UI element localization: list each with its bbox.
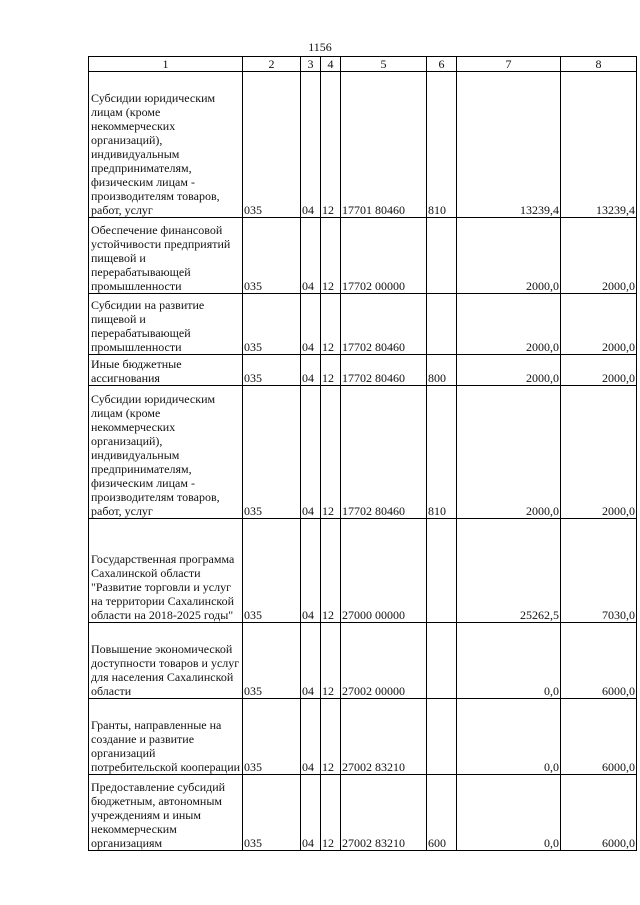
cell-ministry-code: 035 <box>243 699 301 775</box>
cell-expense-type <box>427 294 457 355</box>
table-row <box>89 519 637 623</box>
cell-subsection: 12 <box>321 294 341 355</box>
cell-amount-1: 2000,0 <box>457 294 561 355</box>
cell-subsection: 12 <box>321 775 341 851</box>
table-row <box>89 294 637 355</box>
row-name: Государственная программа Сахалинской области "Развитие торговли и услуг на территории Сахалинской области на 2018-2025 годы" <box>89 519 243 623</box>
cell-amount-2: 2000,0 <box>561 294 637 355</box>
row-name: Гранты, направленные на создание и развитие организаций потребительской кооперации <box>89 699 243 775</box>
column-header: 2 <box>243 57 301 72</box>
cell-target-article: 27002 83210 <box>341 775 427 851</box>
row-name: Обеспечение финансовой устойчивости предприятий пищевой и перерабатывающей промышленности <box>89 218 243 294</box>
column-header: 1 <box>89 57 243 72</box>
cell-amount-1: 0,0 <box>457 699 561 775</box>
cell-ministry-code: 035 <box>243 355 301 386</box>
cell-target-article: 17702 80460 <box>341 294 427 355</box>
cell-subsection: 12 <box>321 386 341 519</box>
cell-expense-type: 600 <box>427 775 457 851</box>
cell-amount-1: 2000,0 <box>457 218 561 294</box>
row-name: Повышение экономической доступности товаров и услуг для населения Сахалинской области <box>89 623 243 699</box>
cell-expense-type: 800 <box>427 355 457 386</box>
cell-subsection: 12 <box>321 519 341 623</box>
page-number: 1156 <box>308 40 332 54</box>
cell-subsection: 12 <box>321 72 341 218</box>
cell-section: 04 <box>301 218 321 294</box>
cell-target-article: 17702 80460 <box>341 355 427 386</box>
cell-section: 04 <box>301 519 321 623</box>
column-header: 4 <box>321 57 341 72</box>
row-name: Субсидии юридическим лицам (кроме некоммерческих организаций), индивидуальным предпринимателям, физическим лицам - производителям товаров, работ, услуг <box>89 72 243 218</box>
cell-section: 04 <box>301 72 321 218</box>
cell-target-article: 27000 00000 <box>341 519 427 623</box>
table-row <box>89 699 637 775</box>
cell-subsection: 12 <box>321 355 341 386</box>
cell-amount-2: 6000,0 <box>561 699 637 775</box>
row-name: Субсидии юридическим лицам (кроме некоммерческих организаций), индивидуальным предпринимателям, физическим лицам - производителям товаров, работ, услуг <box>89 386 243 519</box>
cell-expense-type <box>427 699 457 775</box>
table-row <box>89 72 637 218</box>
cell-section: 04 <box>301 623 321 699</box>
cell-amount-1: 2000,0 <box>457 355 561 386</box>
cell-ministry-code: 035 <box>243 623 301 699</box>
cell-ministry-code: 035 <box>243 218 301 294</box>
cell-expense-type <box>427 519 457 623</box>
cell-ministry-code: 035 <box>243 519 301 623</box>
cell-amount-2: 2000,0 <box>561 386 637 519</box>
cell-section: 04 <box>301 294 321 355</box>
cell-expense-type <box>427 623 457 699</box>
cell-amount-2: 6000,0 <box>561 775 637 851</box>
cell-ministry-code: 035 <box>243 775 301 851</box>
cell-expense-type <box>427 218 457 294</box>
cell-amount-2: 2000,0 <box>561 355 637 386</box>
cell-amount-2: 6000,0 <box>561 623 637 699</box>
cell-expense-type: 810 <box>427 386 457 519</box>
cell-amount-1: 2000,0 <box>457 386 561 519</box>
cell-section: 04 <box>301 355 321 386</box>
budget-table <box>88 56 637 851</box>
cell-target-article: 17702 80460 <box>341 386 427 519</box>
cell-ministry-code: 035 <box>243 72 301 218</box>
column-header: 7 <box>457 57 561 72</box>
table-row <box>89 218 637 294</box>
cell-section: 04 <box>301 386 321 519</box>
table-row <box>89 623 637 699</box>
cell-amount-1: 0,0 <box>457 775 561 851</box>
cell-target-article: 27002 83210 <box>341 699 427 775</box>
cell-target-article: 17701 80460 <box>341 72 427 218</box>
cell-subsection: 12 <box>321 218 341 294</box>
cell-section: 04 <box>301 699 321 775</box>
cell-section: 04 <box>301 775 321 851</box>
column-header: 3 <box>301 57 321 72</box>
cell-amount-2: 7030,0 <box>561 519 637 623</box>
column-header: 8 <box>561 57 637 72</box>
cell-amount-1: 13239,4 <box>457 72 561 218</box>
cell-amount-2: 13239,4 <box>561 72 637 218</box>
column-header: 5 <box>341 57 427 72</box>
row-name: Субсидии на развитие пищевой и перерабатывающей промышленности <box>89 294 243 355</box>
cell-target-article: 27002 00000 <box>341 623 427 699</box>
column-number-row <box>89 57 637 72</box>
column-header: 6 <box>427 57 457 72</box>
table-row <box>89 386 637 519</box>
cell-subsection: 12 <box>321 623 341 699</box>
row-name: Иные бюджетные ассигнования <box>89 355 243 386</box>
table-row <box>89 775 637 851</box>
table-row <box>89 355 637 386</box>
cell-expense-type: 810 <box>427 72 457 218</box>
cell-ministry-code: 035 <box>243 386 301 519</box>
cell-target-article: 17702 00000 <box>341 218 427 294</box>
cell-subsection: 12 <box>321 699 341 775</box>
cell-ministry-code: 035 <box>243 294 301 355</box>
row-name: Предоставление субсидий бюджетным, автономным учреждениям и иным некоммерческим организациям <box>89 775 243 851</box>
cell-amount-2: 2000,0 <box>561 218 637 294</box>
cell-amount-1: 25262,5 <box>457 519 561 623</box>
cell-amount-1: 0,0 <box>457 623 561 699</box>
